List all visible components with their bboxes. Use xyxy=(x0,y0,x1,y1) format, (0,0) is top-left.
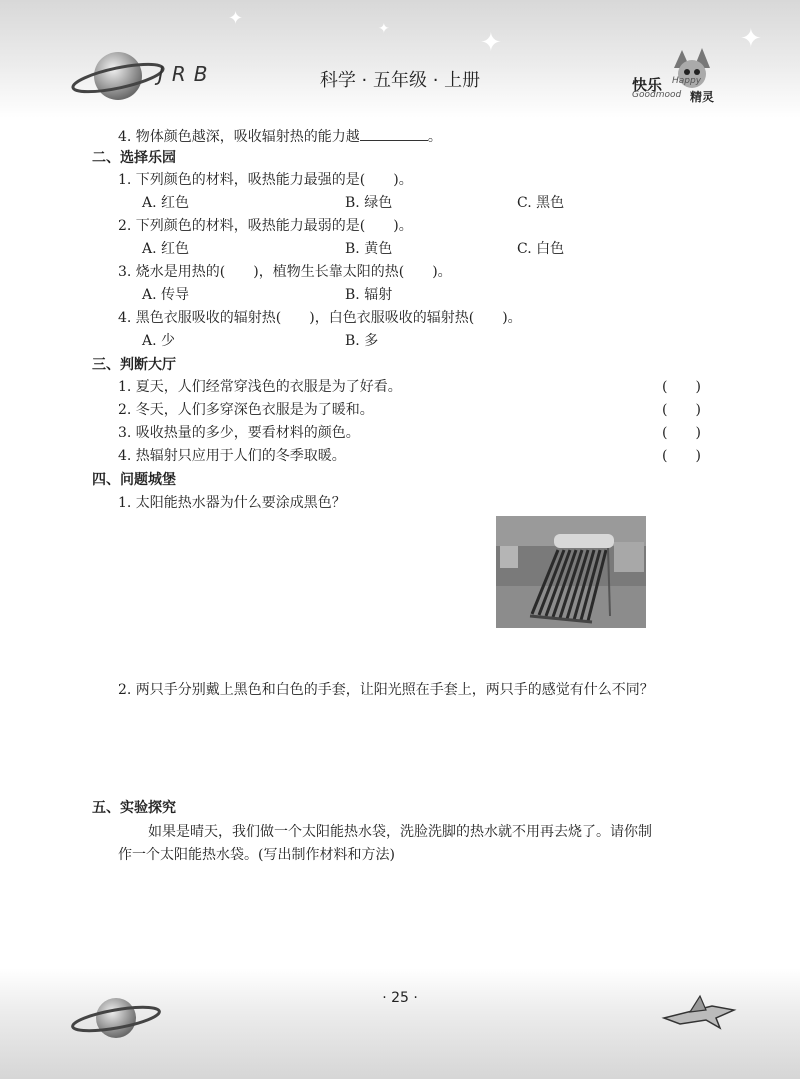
option-a: A. 红色 xyxy=(142,241,190,257)
page-header xyxy=(0,0,800,118)
option-b: B. 多 xyxy=(345,333,379,349)
sparkle-icon: ✦ xyxy=(740,24,762,54)
section-title: 二、选择乐园 xyxy=(92,150,176,166)
question-text: 3. 烧水是用热的( )，植物生长靠太阳的热( )。 xyxy=(118,264,452,280)
page-title: 科学 · 五年级 · 上册 xyxy=(319,70,481,91)
answer-paren[interactable]: ( ) xyxy=(662,379,701,395)
question-text: 1. 下列颜色的材料，吸热能力最强的是( )。 xyxy=(118,172,413,188)
answer-blank[interactable] xyxy=(360,126,428,141)
option-a: A. 少 xyxy=(142,333,176,349)
answer-paren[interactable]: ( ) xyxy=(662,448,701,464)
question-text: 2. 两只手分别戴上黑色和白色的手套，让阳光照在手套上，两只手的感觉有什么不同？ xyxy=(118,682,654,698)
page-number: · 25 · xyxy=(382,990,418,1006)
judge-item: 2. 冬天，人们多穿深色衣服是为了暖和。 xyxy=(118,402,374,418)
option-c: C. 黑色 xyxy=(517,195,565,211)
fill-question-4: 4. 物体颜色越深，吸收辐射热的能力越 。 xyxy=(118,126,442,147)
page-footer xyxy=(0,968,800,1079)
sparkle-icon: ✦ xyxy=(378,21,390,37)
question-text: 4. 黑色衣服吸收的辐射热( )，白色衣服吸收的辐射热( )。 xyxy=(118,310,522,326)
answer-paren[interactable]: ( ) xyxy=(662,402,701,418)
sparkle-icon: ✦ xyxy=(480,28,502,58)
judge-item: 3. 吸收热量的多少，要看材料的颜色。 xyxy=(118,425,360,441)
section-title: 四、问题城堡 xyxy=(92,472,176,488)
section-title: 三、判断大厅 xyxy=(92,357,176,373)
option-a: A. 传导 xyxy=(142,287,190,303)
sparkle-icon: ✦ xyxy=(228,8,244,29)
option-c: C. 白色 xyxy=(517,241,565,257)
judge-item: 1. 夏天，人们经常穿浅色的衣服是为了好看。 xyxy=(118,379,402,395)
solar-water-heater-photo xyxy=(496,516,646,628)
option-a: A. 红色 xyxy=(142,195,190,211)
judge-item: 4. 热辐射只应用于人们的冬季取暖。 xyxy=(118,448,346,464)
question-text: 1. 太阳能热水器为什么要涂成黑色？ xyxy=(118,495,346,511)
option-b: B. 黄色 xyxy=(345,241,393,257)
question-text: 2. 下列颜色的材料，吸热能力最弱的是( )。 xyxy=(118,218,413,234)
logo-subtext: Happy xyxy=(672,76,702,86)
logo-subtext-2: Goodmood xyxy=(632,90,682,100)
section-title: 五、实验探究 xyxy=(92,800,176,816)
paragraph-line: 如果是晴天，我们做一个太阳能热水袋，洗脸洗脚的热水就不用再去烧了。请你制 xyxy=(148,824,652,840)
option-b: B. 绿色 xyxy=(345,195,393,211)
brand-label: JRB xyxy=(158,62,216,86)
option-b: B. 辐射 xyxy=(345,287,393,303)
paragraph-line: 作一个太阳能热水袋。(写出制作材料和方法) xyxy=(118,847,395,863)
answer-paren[interactable]: ( ) xyxy=(662,425,701,441)
logo-text-2: 精灵 xyxy=(690,90,715,104)
logo-text: 快乐 xyxy=(632,76,663,94)
